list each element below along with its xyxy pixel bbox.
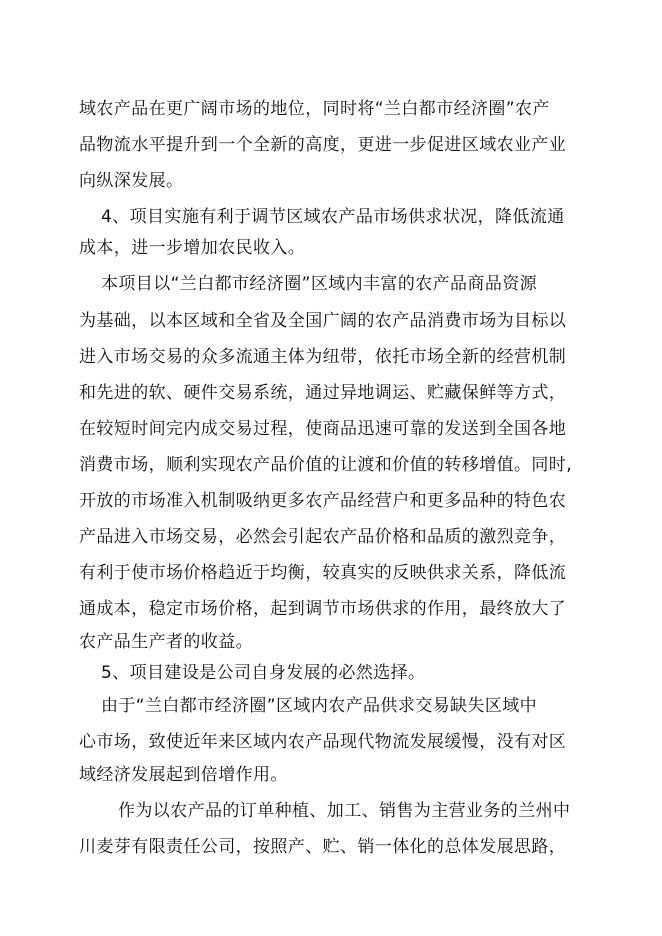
paragraph-line: 产品进入市场交易，必然会引起农产品价格和品质的激烈竞争，: [79, 527, 567, 547]
paragraph-line: 向纵深发展。: [79, 171, 184, 191]
paragraph-line: 心市场，致使近年来区域内农产品现代物流发展缓慢，没有对区: [79, 732, 567, 752]
paragraph-line: 品物流水平提升到一个全新的高度，更进一步促进区域农业产业: [79, 135, 567, 155]
paragraph-line: 开放的市场准入机制吸纳更多农产品经营户和更多品种的特色农: [79, 491, 567, 511]
section-heading-line: 5、项目建设是公司自身发展的必然选择。: [101, 663, 426, 683]
section-heading-line: 成本，进一步增加农民收入。: [79, 238, 306, 258]
paragraph-line: 进入市场交易的众多流通主体为纽带，依托市场全新的经营机制: [79, 347, 567, 367]
paragraph-line: 通成本，稳定市场价格，起到调节市场供求的作用，最终放大了: [79, 599, 567, 619]
paragraph-line: 为基础，以本区域和全省及全国广阔的农产品消费市场为目标以: [79, 311, 567, 331]
paragraph-line: 域农产品在更广阔市场的地位，同时将“兰白都市经济圈”农产: [79, 99, 550, 119]
paragraph-line: 川麦芽有限责任公司，按照产、贮、销一体化的总体发展思路，: [79, 837, 567, 857]
paragraph-line: 消费市场，顺利实现农产品价值的让渡和价值的转移增值。同时,: [79, 455, 573, 475]
paragraph-line: 域经济发展起到倍增作用。: [79, 765, 288, 785]
paragraph-line: 农产品生产者的收益。: [79, 632, 253, 652]
paragraph-line: 由于“兰白都市经济圈”区域内农产品供求交易缺失区域中: [101, 696, 538, 716]
paragraph-line: 本项目以“兰白都市经济圈”区域内丰富的农产品商品资源: [101, 274, 538, 294]
paragraph-line: 作为以农产品的订单种植、加工、销售为主营业务的兰州中: [118, 801, 571, 821]
paragraph-line: 在较短时间完内成交易过程，使商品迅速可靠的发送到全国各地: [79, 419, 567, 439]
paragraph-line: 有利于使市场价格趋近于均衡，较真实的反映供求关系，降低流: [79, 563, 567, 583]
paragraph-line: 和先进的软、硬件交易系统，通过异地调运、贮藏保鲜等方式，: [79, 383, 567, 403]
section-heading-line: 4、项目实施有利于调节区域农产品市场供求状况，降低流通: [101, 207, 565, 227]
